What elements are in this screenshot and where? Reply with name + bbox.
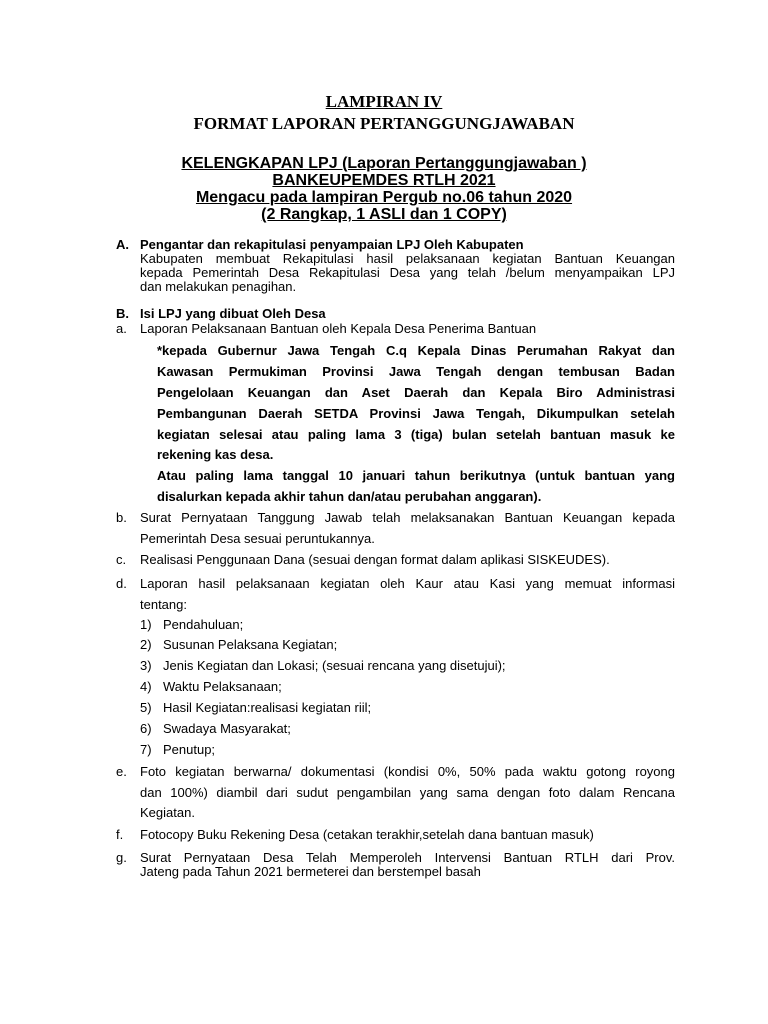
- section-a-body-line: Kabupaten membuat Rekapitulasi hasil pelaksanaan kegiatan Bantuan Keuangan: [140, 251, 675, 266]
- item-a-note-line: Pengelolaan Keuangan dan Aset Daerah dan Kepala Biro Administrasi: [157, 385, 675, 400]
- subitem-number: 7): [140, 742, 152, 757]
- subitem-text: Swadaya Masyarakat;: [163, 721, 291, 736]
- section-a-marker: A.: [116, 237, 129, 252]
- lpj-heading-line2: BANKEUPEMDES RTLH 2021: [272, 172, 496, 189]
- subitem-number: 1): [140, 617, 152, 632]
- section-b-heading: Isi LPJ yang dibuat Oleh Desa: [140, 306, 326, 321]
- item-a-marker: a.: [116, 321, 127, 336]
- lpj-heading-line1: KELENGKAPAN LPJ (Laporan Pertanggungjawaban ): [181, 155, 587, 172]
- item-b-marker: b.: [116, 510, 127, 525]
- subitem-text: Hasil Kegiatan:realisasi kegiatan riil;: [163, 700, 372, 715]
- item-a-note-line: Kawasan Permukiman Provinsi Jawa Tengah dengan tembusan Badan: [157, 364, 675, 379]
- item-a-note-line: Pembangunan Daerah SETDA Provinsi Jawa Tengah, Dikumpulkan setelah: [157, 406, 675, 421]
- item-g-line: Jateng pada Tahun 2021 bermeterei dan berstempel basah: [140, 864, 481, 879]
- item-f-text: Fotocopy Buku Rekening Desa (cetakan terakhir,setelah dana bantuan masuk): [140, 827, 594, 842]
- lpj-heading-line4: (2 Rangkap, 1 ASLI dan 1 COPY): [261, 206, 507, 223]
- subitem-text: Jenis Kegiatan dan Lokasi; (sesuai rencana yang disetujui);: [163, 658, 506, 673]
- item-c-marker: c.: [116, 552, 127, 567]
- item-b-line: Surat Pernyataan Tanggung Jawab telah melaksanakan Bantuan Keuangan kepada: [140, 510, 675, 525]
- item-e-line: Kegiatan.: [140, 805, 195, 820]
- lpj-heading-line3: Mengacu pada lampiran Pergub no.06 tahun 2020: [195, 189, 573, 206]
- item-d-marker: d.: [116, 576, 127, 591]
- item-g-line: Surat Pernyataan Desa Telah Memperoleh Intervensi Bantuan RTLH dari Prov.: [140, 850, 675, 865]
- subitem-text: Pendahuluan;: [163, 617, 244, 632]
- subitem-number: 5): [140, 700, 152, 715]
- subitem-text: Penutup;: [163, 742, 216, 757]
- item-a-text: Laporan Pelaksanaan Bantuan oleh Kepala Desa Penerima Bantuan: [140, 321, 537, 336]
- document-subtitle: FORMAT LAPORAN PERTANGGUNGJAWABAN: [193, 114, 575, 133]
- section-a-body-line: dan melakukan penagihan.: [140, 279, 297, 294]
- subitem-text: Waktu Pelaksanaan;: [163, 679, 282, 694]
- subitem-text: Susunan Pelaksana Kegiatan;: [163, 637, 338, 652]
- item-f-marker: f.: [116, 827, 124, 842]
- subitem-number: 2): [140, 637, 152, 652]
- item-d-line: Laporan hasil pelaksanaan kegiatan oleh Kaur atau Kasi yang memuat informasi: [140, 576, 675, 591]
- item-d-line: tentang:: [140, 597, 187, 612]
- item-b-line: Pemerintah Desa sesuai peruntukannya.: [140, 531, 375, 546]
- item-e-line: Foto kegiatan berwarna/ dokumentasi (kondisi 0%, 50% pada waktu gotong royong: [140, 764, 675, 779]
- item-a-note-line: rekening kas desa.: [157, 447, 274, 462]
- item-e-marker: e.: [116, 764, 127, 779]
- document-title: LAMPIRAN IV: [325, 92, 443, 111]
- item-a-note-line: kegiatan selesai atau paling lama 3 (tiga) bulan setelah bantuan masuk ke: [157, 427, 675, 442]
- item-a-note-line: Atau paling lama tanggal 10 januari tahun berikutnya (untuk bantuan yang: [157, 468, 675, 483]
- subitem-number: 6): [140, 721, 152, 736]
- item-a-note-line: *kepada Gubernur Jawa Tengah C.q Kepala Dinas Perumahan Rakyat dan: [157, 343, 675, 358]
- section-b-marker: B.: [116, 306, 129, 321]
- section-a-body-line: kepada Pemerintah Desa Rekapitulasi Desa yang telah /belum menyampaikan LPJ: [140, 265, 675, 280]
- section-a-heading: Pengantar dan rekapitulasi penyampaian LPJ Oleh Kabupaten: [140, 237, 524, 252]
- item-a-note-line: disalurkan kepada akhir tahun dan/atau perubahan anggaran).: [157, 489, 542, 504]
- subitem-number: 3): [140, 658, 152, 673]
- item-c-text: Realisasi Penggunaan Dana (sesuai dengan format dalam aplikasi SISKEUDES).: [140, 552, 610, 567]
- subitem-number: 4): [140, 679, 152, 694]
- item-e-line: dan 100%) diambil dari sudut pengambilan yang sama dengan foto dalam Rencana: [140, 785, 675, 800]
- item-g-marker: g.: [116, 850, 127, 865]
